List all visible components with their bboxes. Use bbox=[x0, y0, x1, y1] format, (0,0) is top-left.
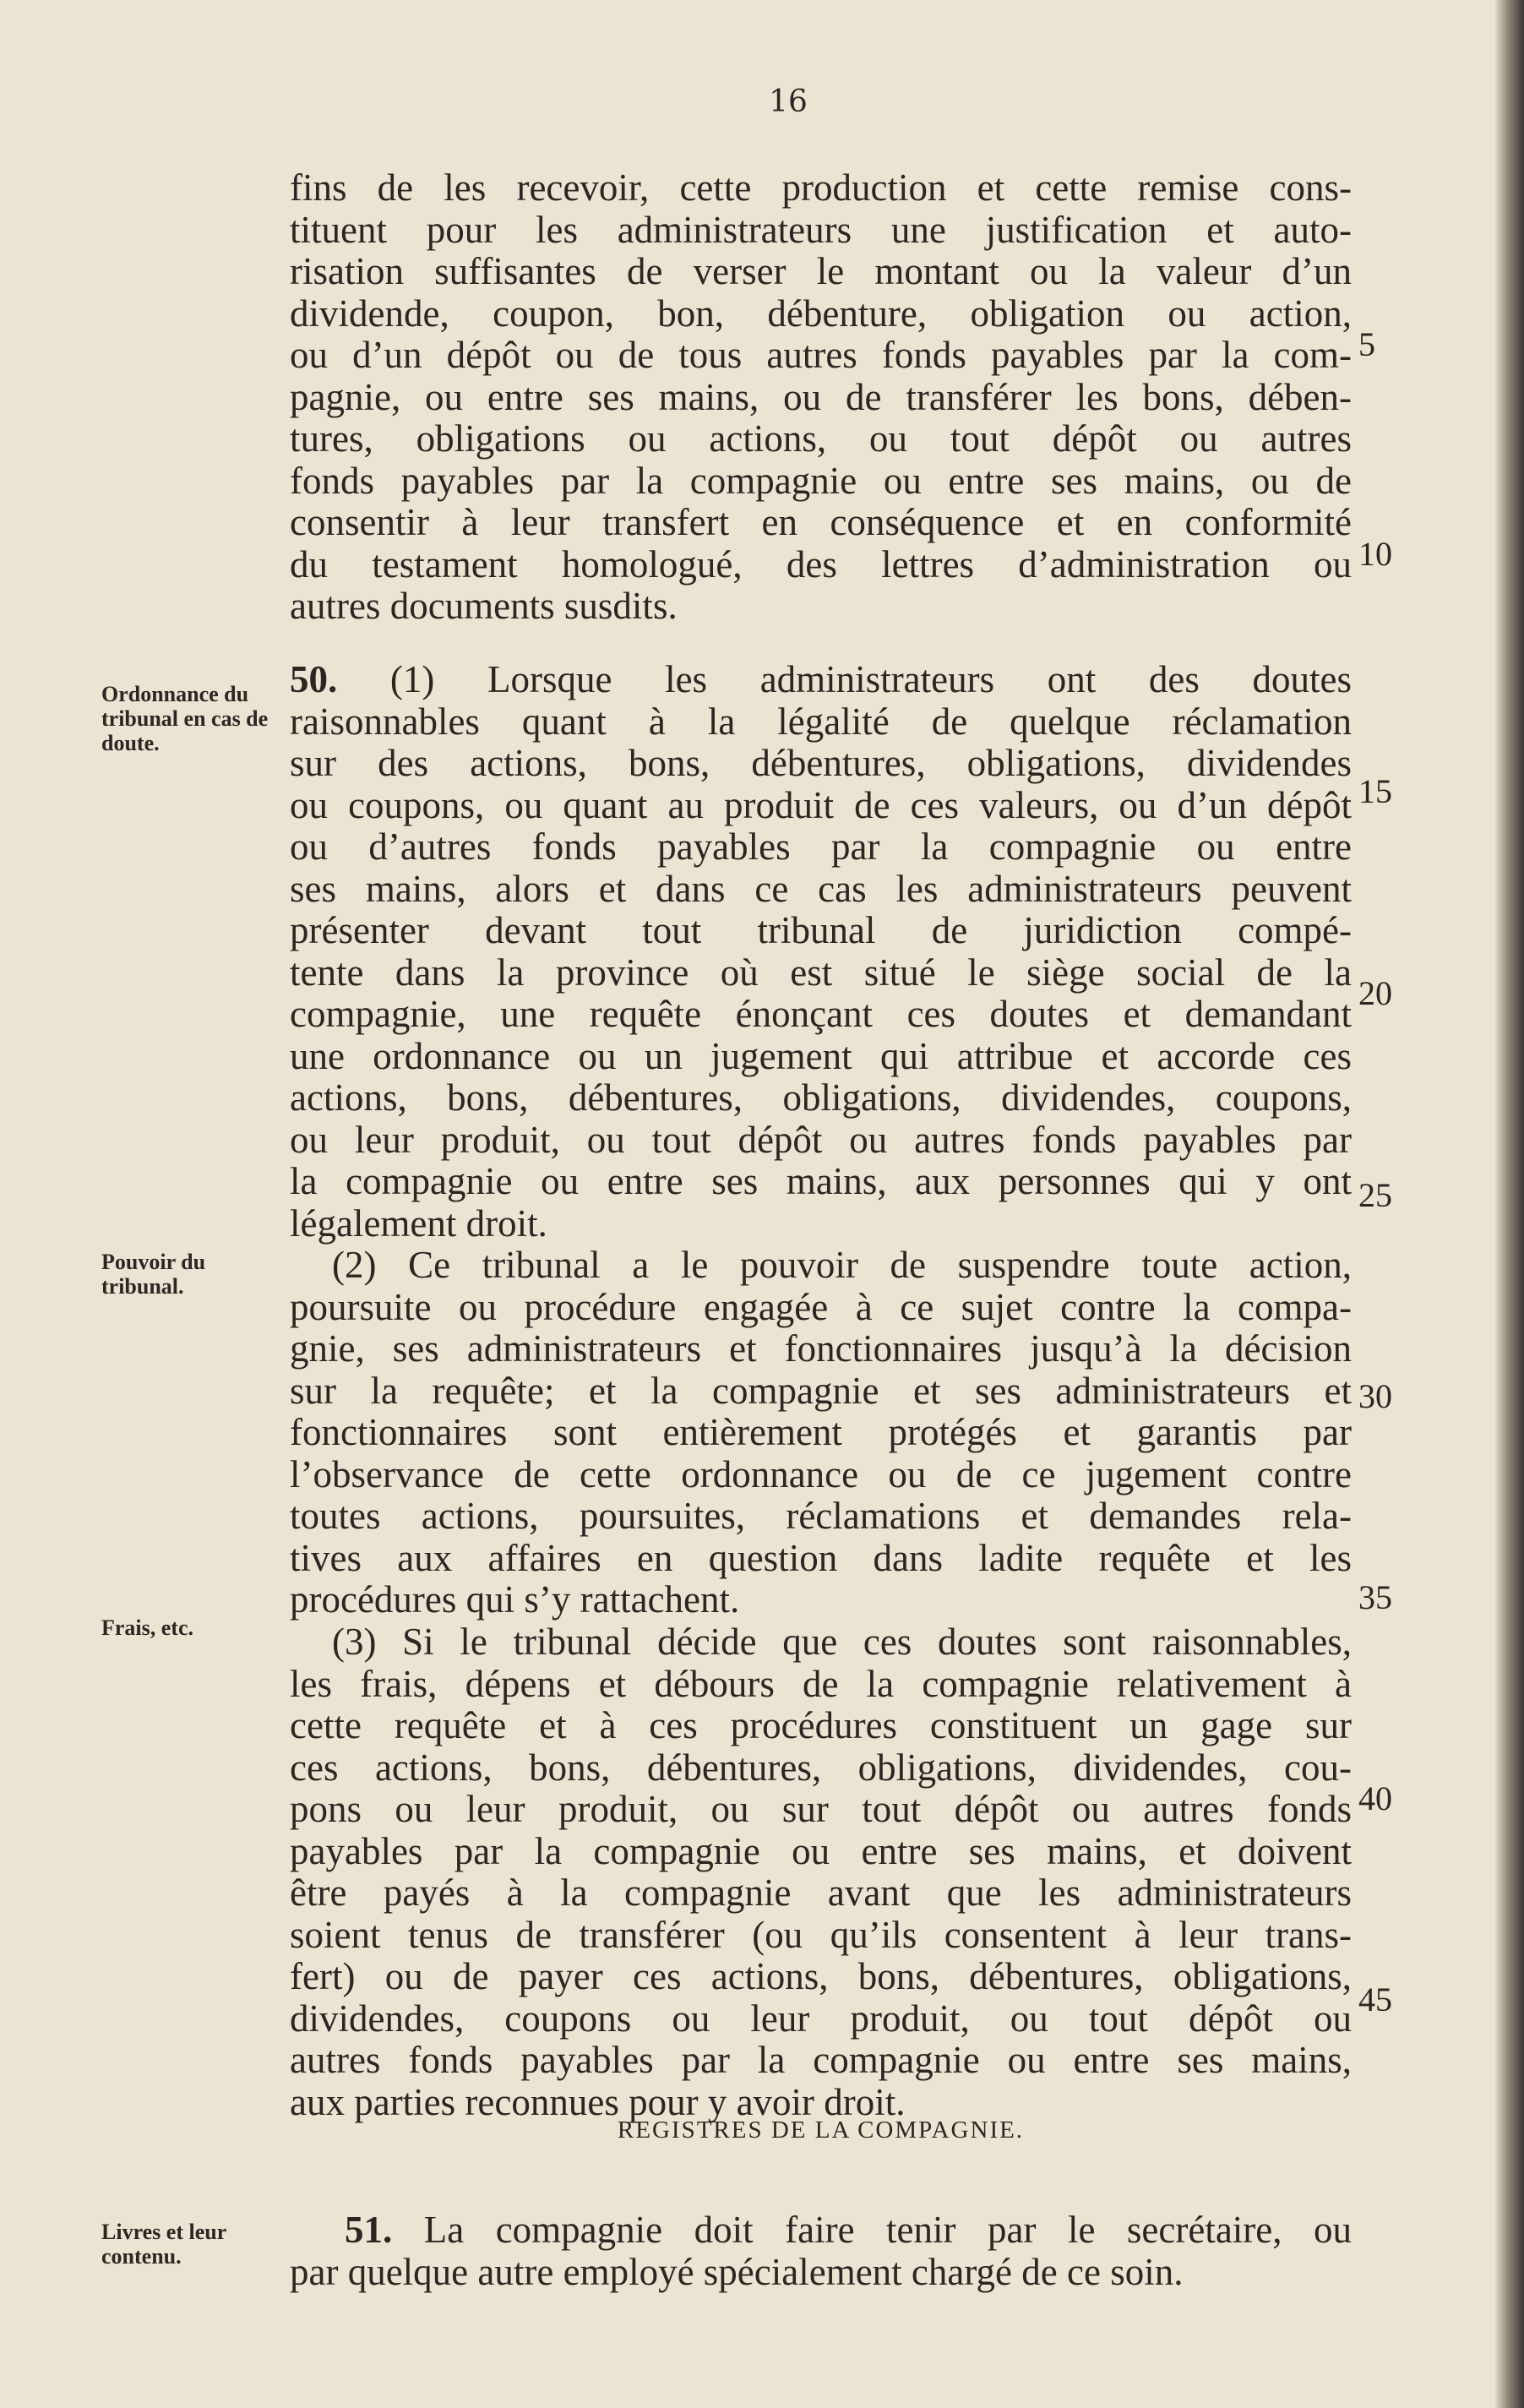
section-50-1 bbox=[290, 659, 1352, 1245]
text-line: sur la requête; et la compagnie et ses administrateurs et bbox=[290, 1369, 1352, 1412]
text-line: par quelque autre employé spécialement chargé de ce soin. bbox=[290, 2250, 1184, 2293]
text-line bbox=[290, 2209, 1352, 2252]
text-line: l’observance de cette ordonnance ou de ce jugement contre bbox=[290, 1452, 1352, 1495]
text-line: dividende, coupon, bon, débenture, obligation ou action, bbox=[290, 291, 1352, 335]
text-line: autres fonds payables par la compagnie ou entre ses mains, bbox=[290, 2039, 1352, 2081]
text-line: cette requête et à ces procédures constituent un gage sur bbox=[290, 1704, 1352, 1746]
section-51 bbox=[290, 2209, 1352, 2293]
text-line: fonctionnaires sont entièrement protégés et garantis par bbox=[290, 1411, 1352, 1453]
text-line: poursuite ou procédure engagée à ce sujet contre la compa- bbox=[290, 1285, 1352, 1328]
text-line: raisonnables quant à la légalité de quelque réclamation bbox=[290, 700, 1352, 743]
line-number: 40 bbox=[1358, 1779, 1392, 1817]
margin-note-frais: Frais, etc. bbox=[101, 1615, 194, 1640]
text-line: la compagnie ou entre ses mains, aux personnes qui y ont bbox=[290, 1160, 1352, 1202]
text-line: procédures qui s’y rattachent. bbox=[290, 1578, 740, 1621]
section-number-50: 50. bbox=[290, 658, 338, 700]
text-line: soient tenus de transférer (ou qu’ils consentent à leur trans- bbox=[290, 1913, 1352, 1956]
text-line: ou d’autres fonds payables par la compagnie ou entre bbox=[290, 825, 1352, 868]
text-line: présenter devant tout tribunal de juridiction compé- bbox=[290, 909, 1352, 951]
text-line: autres documents susdits. bbox=[290, 585, 678, 627]
text-line: du testament homologué, des lettres d’administration ou bbox=[290, 542, 1352, 586]
text-line: pons ou leur produit, ou sur tout dépôt ou autres fonds bbox=[290, 1788, 1352, 1830]
section-50-3 bbox=[290, 1621, 1352, 2123]
line-number: 15 bbox=[1358, 772, 1392, 810]
text-line: pagnie, ou entre ses mains, ou de transférer les bons, dében- bbox=[290, 375, 1352, 418]
text-line: aux parties reconnues pour y avoir droit. bbox=[290, 2080, 906, 2123]
margin-note-pouvoir: Pouvoir du tribunal. bbox=[101, 1250, 206, 1299]
margin-note-ordonnance: Ordonnance du tribunal en cas de doute. bbox=[101, 682, 269, 755]
text-line: sur des actions, bons, débentures, obligations, dividendes bbox=[290, 742, 1352, 784]
line-number: 45 bbox=[1358, 1980, 1392, 2018]
text-line bbox=[290, 659, 1352, 701]
line-number: 35 bbox=[1358, 1578, 1392, 1616]
margin-note-livres: Livres et leur contenu. bbox=[101, 2220, 226, 2269]
section-51-first-line: La compagnie doit faire tenir par le secrétaire, ou bbox=[423, 2209, 1353, 2251]
section-heading: REGISTRES DE LA COMPAGNIE. bbox=[617, 2117, 1025, 2144]
text-line: ses mains, alors et dans ce cas les administrateurs peuvent bbox=[290, 867, 1352, 910]
text-line: ou coupons, ou quant au produit de ces valeurs, ou d’un dépôt bbox=[290, 783, 1352, 826]
text-line: compagnie, une requête énonçant ces doutes et demandant bbox=[290, 993, 1352, 1035]
section-50-first-line: (1) Lorsque les administrateurs ont des doutes bbox=[389, 658, 1353, 700]
text-line: les frais, dépens et débours de la compagnie relativement à bbox=[290, 1662, 1352, 1705]
text-line: actions, bons, débentures, obligations, dividendes, coupons, bbox=[290, 1076, 1352, 1119]
line-number: 25 bbox=[1358, 1176, 1392, 1214]
text-line: toutes actions, poursuites, réclamations et demandes rela- bbox=[290, 1495, 1352, 1537]
text-line: ou leur produit, ou tout dépôt ou autres fonds payables par bbox=[290, 1118, 1352, 1161]
text-line: consentir à leur transfert en conséquence et en conformité bbox=[290, 501, 1352, 543]
text-line: tituent pour les administrateurs une justification et auto- bbox=[290, 208, 1352, 251]
text-line: tures, obligations ou actions, ou tout dépôt ou autres bbox=[290, 417, 1352, 460]
text-line: fonds payables par la compagnie ou entre ses mains, ou de bbox=[290, 459, 1352, 502]
section-50-2 bbox=[290, 1245, 1352, 1621]
text-line: fins de les recevoir, cette production et cette remise cons- bbox=[290, 166, 1352, 209]
text-line: dividendes, coupons ou leur produit, ou tout dépôt ou bbox=[290, 1997, 1352, 2040]
line-number: 5 bbox=[1358, 325, 1375, 363]
text-line: fert) ou de payer ces actions, bons, débentures, obligations, bbox=[290, 1955, 1352, 1997]
text-line: légalement droit. bbox=[290, 1201, 547, 1245]
text-line: payables par la compagnie ou entre ses mains, et doivent bbox=[290, 1829, 1352, 1872]
text-line: gnie, ses administrateurs et fonctionnaires jusqu’à la décision bbox=[290, 1327, 1352, 1370]
text-line: ces actions, bons, débentures, obligations, dividendes, cou- bbox=[290, 1746, 1352, 1789]
text-line: (2) Ce tribunal a le pouvoir de suspendre toute action, bbox=[332, 1244, 1352, 1286]
line-number: 30 bbox=[1358, 1377, 1392, 1415]
page-number: 16 bbox=[769, 84, 808, 119]
text-line: risation suffisantes de verser le montant ou la valeur d’un bbox=[290, 250, 1352, 292]
paragraph-continuation bbox=[290, 167, 1352, 628]
text-line: tives aux affaires en question dans ladite requête et les bbox=[290, 1536, 1352, 1579]
section-number-51: 51. bbox=[345, 2209, 393, 2251]
text-line: (3) Si le tribunal décide que ces doutes sont raisonnables, bbox=[332, 1621, 1352, 1663]
line-number: 20 bbox=[1358, 974, 1392, 1012]
page-gutter-shadow bbox=[1495, 0, 1524, 2408]
line-number: 10 bbox=[1358, 535, 1392, 573]
text-line: ou d’un dépôt ou de tous autres fonds payables par la com- bbox=[290, 334, 1352, 376]
text-line: tente dans la province où est situé le siège social de la bbox=[290, 951, 1352, 994]
text-line: être payés à la compagnie avant que les administrateurs bbox=[290, 1871, 1352, 1914]
text-line: une ordonnance ou un jugement qui attribue et accorde ces bbox=[290, 1034, 1352, 1077]
